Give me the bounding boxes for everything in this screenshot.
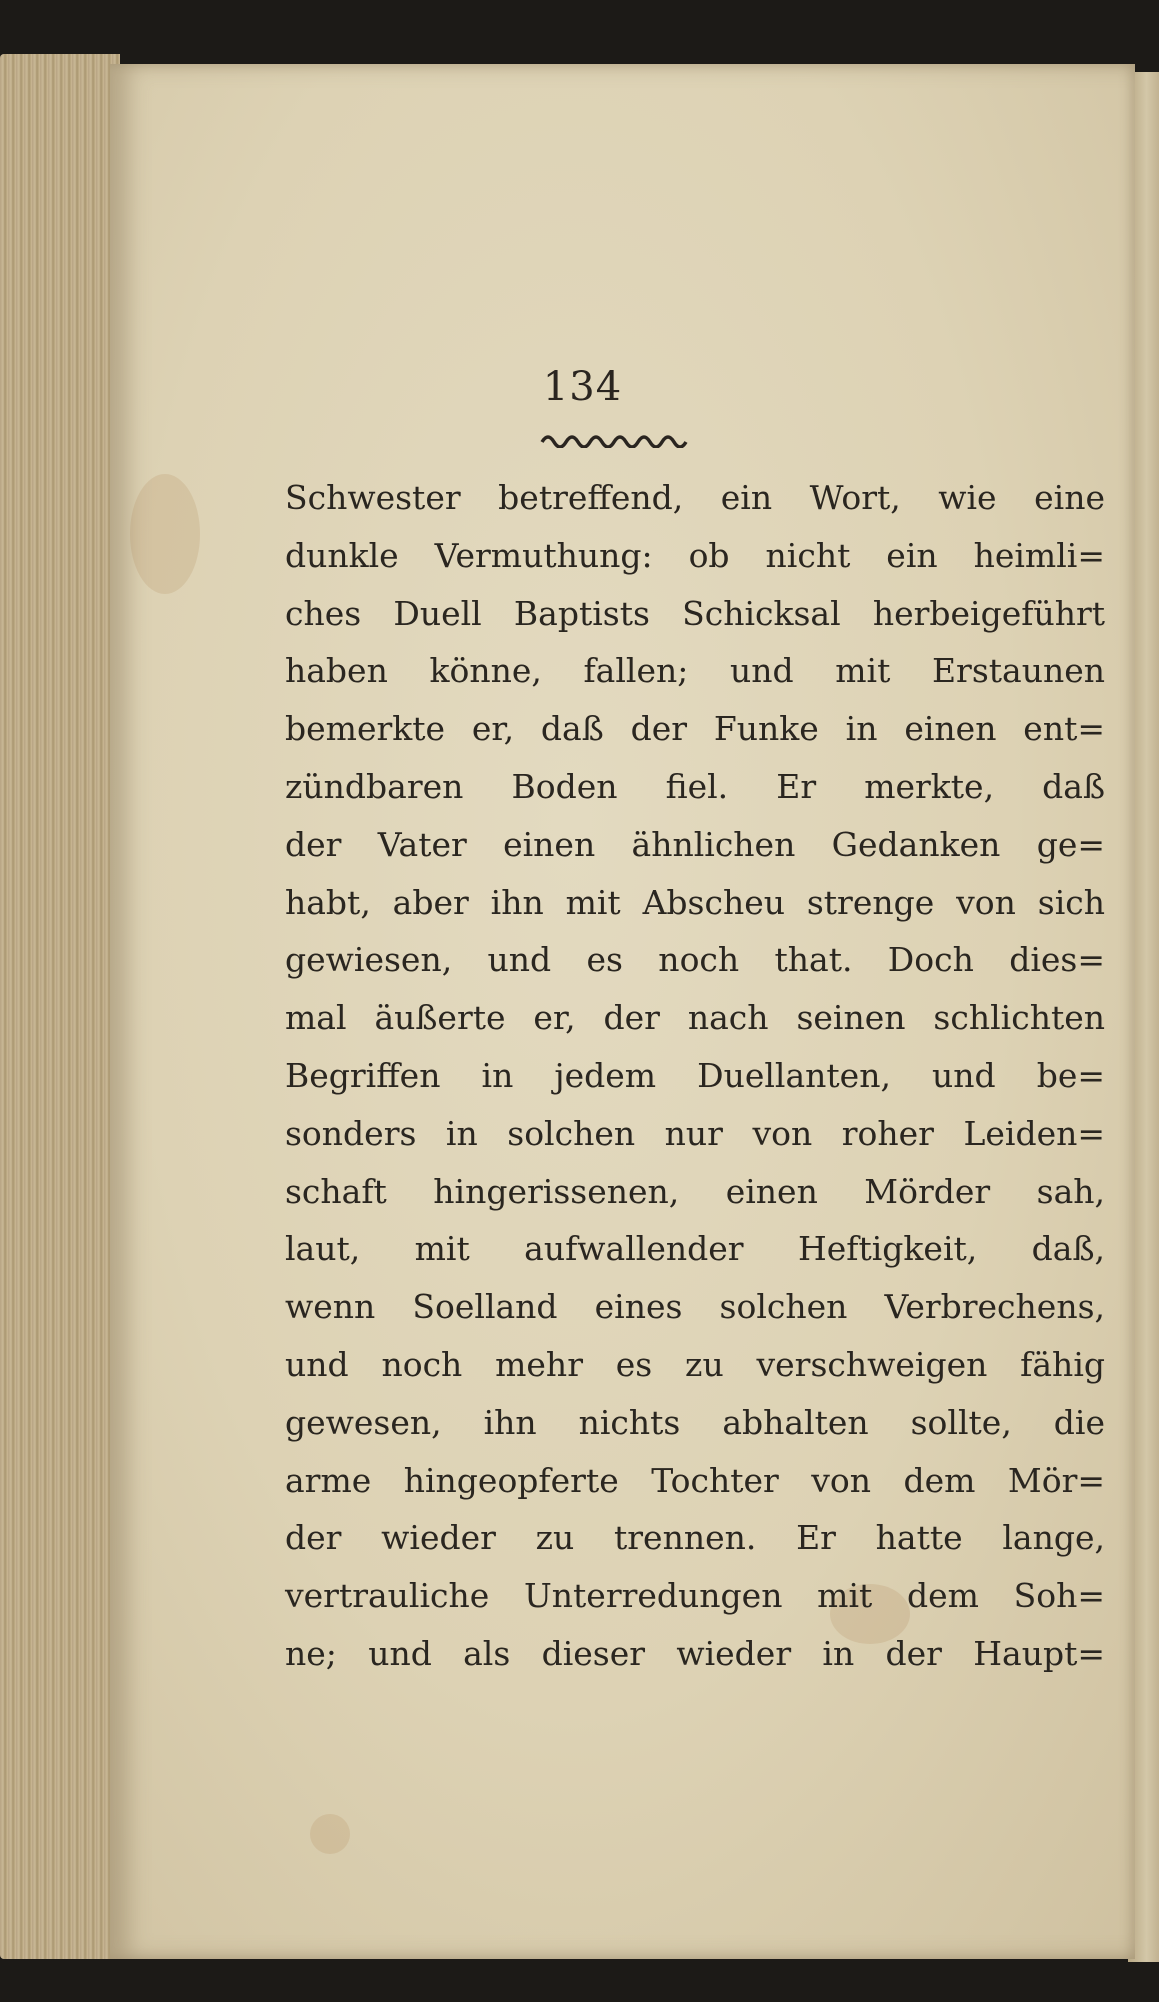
text-line: ne; und als dieser wieder in der Haupt= bbox=[285, 1633, 1105, 1673]
text-line: wenn Soelland eines solchen Verbrechens, bbox=[285, 1287, 1105, 1327]
text-line: der wieder zu trennen. Er hatte lange, bbox=[285, 1518, 1105, 1558]
text-line: gewesen, ihn nichts abhalten sollte, die bbox=[285, 1402, 1105, 1442]
text-line: laut, mit aufwallender Heftigkeit, daß, bbox=[285, 1229, 1105, 1269]
text-line: der Vater einen ähnlichen Gedanken ge= bbox=[285, 824, 1105, 864]
text-line: haben könne, fallen; und mit Erstaunen bbox=[285, 651, 1105, 691]
book bbox=[0, 42, 1159, 1972]
text-line: ches Duell Baptists Schicksal herbeigeführt bbox=[285, 593, 1105, 633]
text-line: sonders in solchen nur von roher Leiden= bbox=[285, 1113, 1105, 1153]
text-line: und noch mehr es zu verschweigen fähig bbox=[285, 1344, 1105, 1384]
text-line: zündbaren Boden fiel. Er merkte, daß bbox=[285, 766, 1105, 806]
text-line: habt, aber ihn mit Abscheu strenge von sich bbox=[285, 882, 1105, 922]
text-line: schaft hingerissenen, einen Mörder sah, bbox=[285, 1171, 1105, 1211]
text-line: arme hingeopferte Tochter von dem Mör= bbox=[285, 1460, 1105, 1500]
text-line: vertrauliche Unterredungen mit dem Soh= bbox=[285, 1576, 1105, 1616]
wave-ornament bbox=[540, 430, 690, 448]
text-line: Schwester betreffend, ein Wort, wie eine bbox=[285, 478, 1105, 517]
text-line: bemerkte er, daß der Funke in einen ent= bbox=[285, 709, 1105, 749]
page-edges bbox=[0, 54, 120, 1959]
text-line: Begriffen in jedem Duellanten, und be= bbox=[285, 1055, 1105, 1095]
paper-stain bbox=[130, 474, 200, 594]
text-line: gewiesen, und es noch that. Doch dies= bbox=[285, 940, 1105, 980]
page-number: 134 bbox=[542, 364, 623, 410]
book-page bbox=[110, 64, 1135, 1959]
body-text bbox=[285, 469, 1105, 1683]
text-line: dunkle Vermuthung: ob nicht ein heimli= bbox=[285, 535, 1105, 575]
paper-stain bbox=[310, 1814, 350, 1854]
text-line: mal äußerte er, der nach seinen schlichten bbox=[285, 998, 1105, 1038]
